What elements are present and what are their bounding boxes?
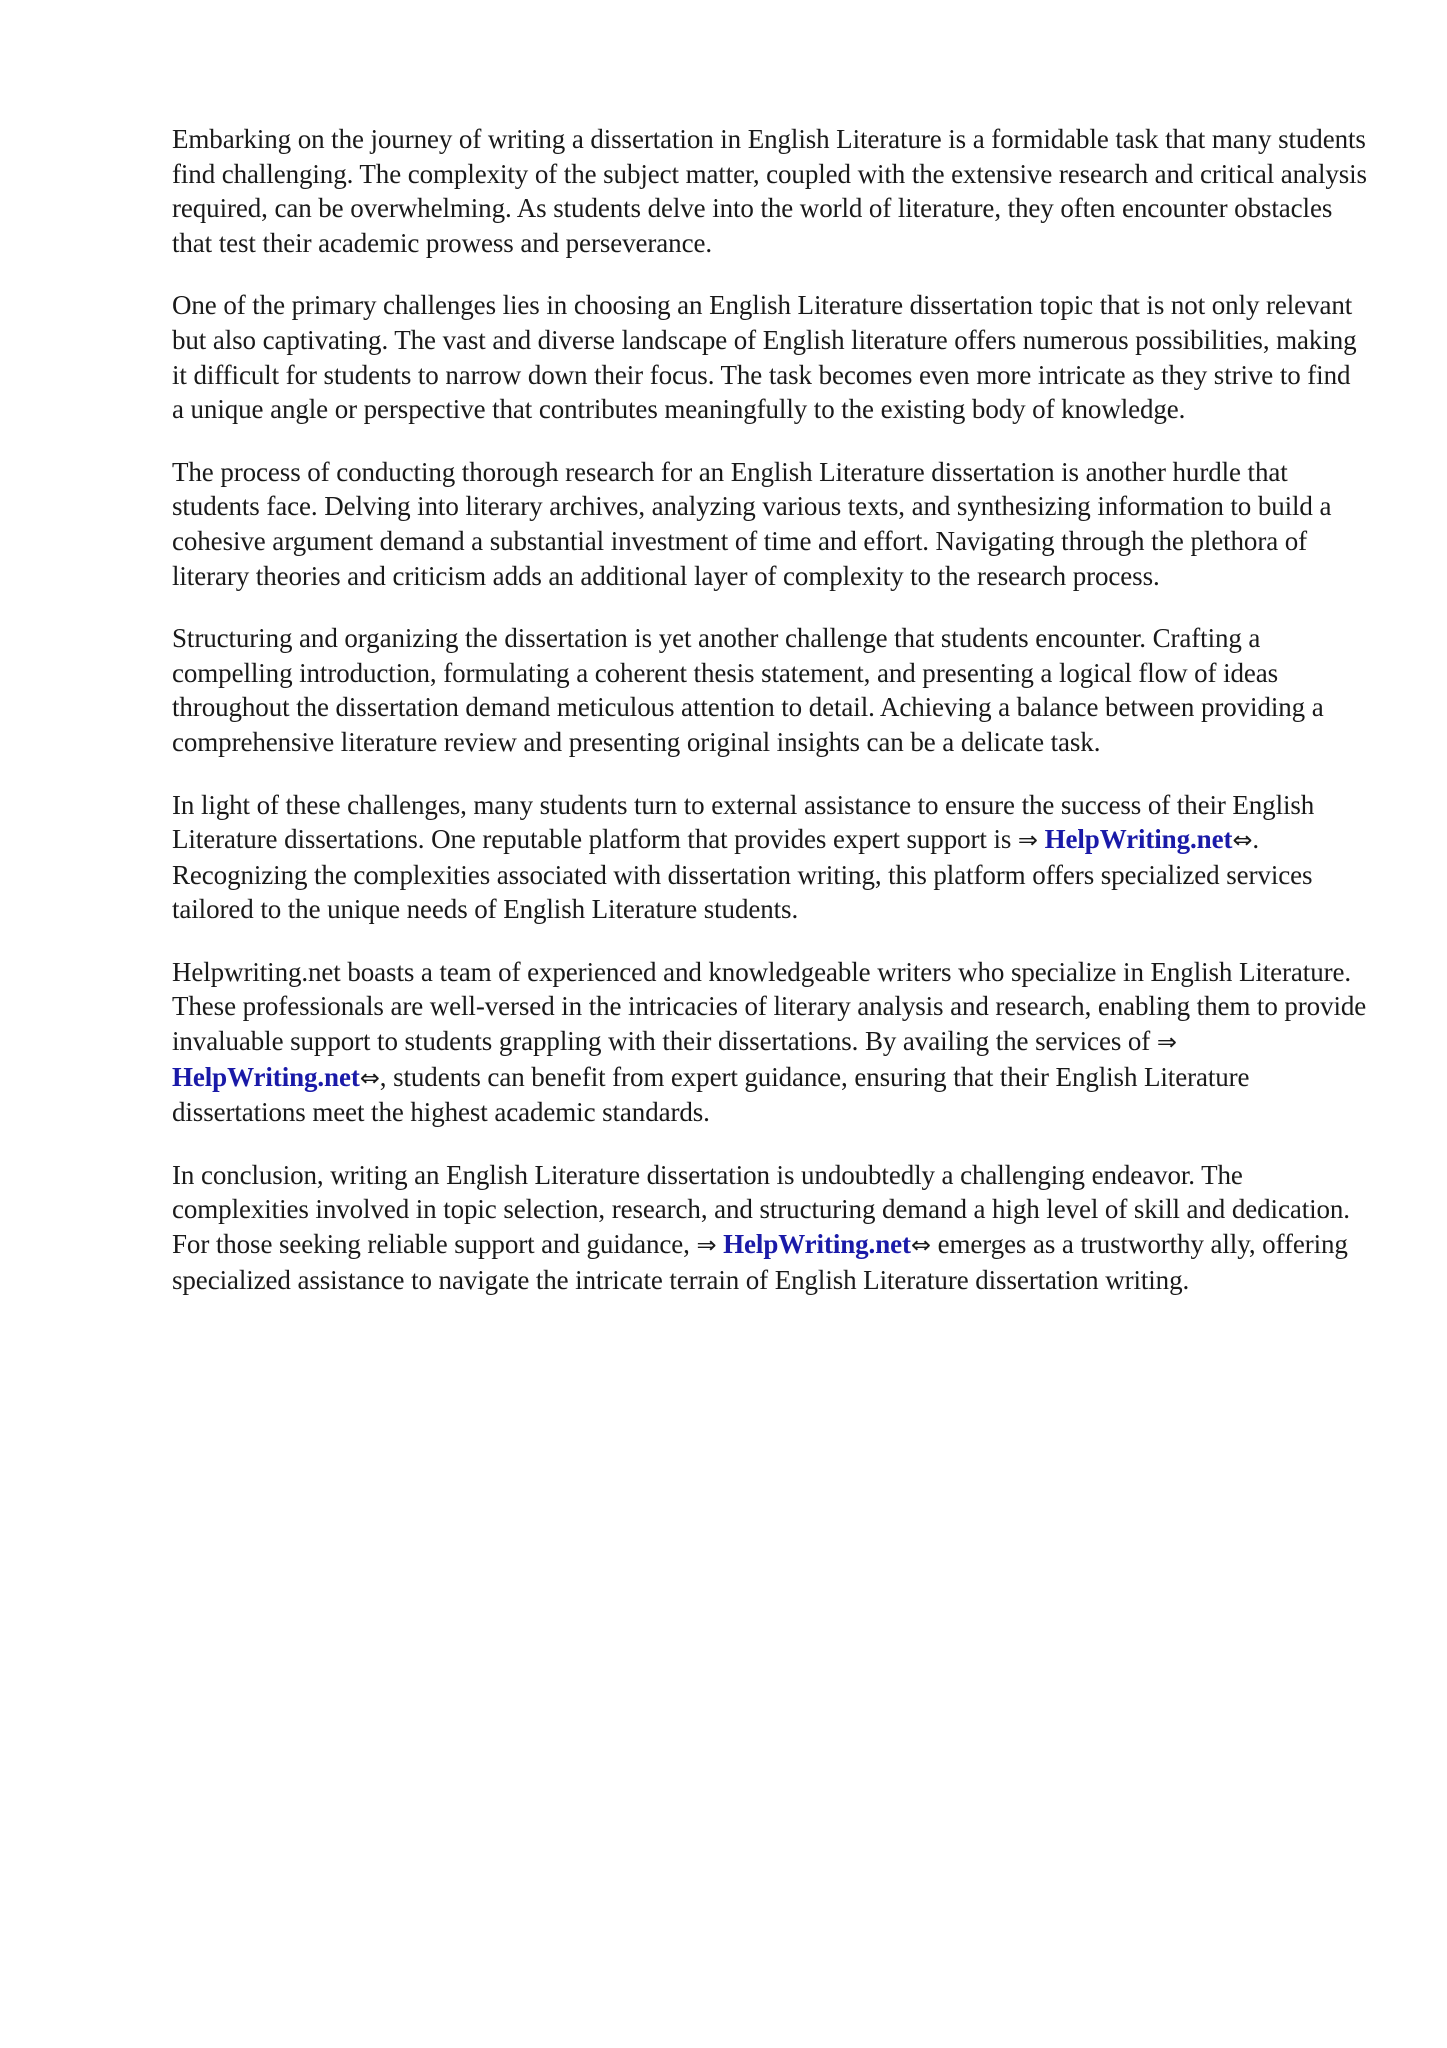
paragraph-structure-challenge: Structuring and organizing the dissertation is yet another challenge that students encounter. Crafting a compelling introduction, formulating a coherent thesis statement, and presenting a logical flow of ideas throughout the dissertation demand meticulous attention to detail. Achieving a balance between providing a comprehensive literature review and presenting original insights can be a delicate task. xyxy=(172,623,1324,757)
paragraph-topic-challenge: One of the primary challenges lies in choosing an English Literature dissertation topic that is not only relevant but also captivating. The vast and diverse landscape of English literature offers numerous possibilities, making it difficult for students to narrow down their focus. The task becomes even more intricate as they strive to find a unique angle or perspective that contributes meaningfully to the existing body of knowledge. xyxy=(172,290,1357,425)
helpwriting-link[interactable]: HelpWriting.net xyxy=(1044,824,1233,855)
paragraph-research-challenge: The process of conducting thorough research for an English Literature dissertation is another hurdle that students face. Delving into literary archives, analyzing various texts, and synthesizing information to build a cohesive argument demand a substantial investment of time and effort. Navigating through the plethora of literary theories and criticism adds an additional layer of complexity to the research process. xyxy=(172,456,1332,591)
right-arrow-icon: ⇒ xyxy=(696,1231,717,1260)
paragraph-conclusion xyxy=(172,1158,1367,1297)
paragraph-text: Helpwriting.net boasts a team of experienced and knowledgeable writers who specialize in English Literature. These professionals are well-versed in the intricacies of literary analysis and research, enabling them to provide invaluable support to students grappling with their dissertations. By availing the services of xyxy=(172,956,1367,1057)
paragraph-text: In light of these challenges, many students turn to external assistance to ensure the success of their English Literature dissertations. One reputable platform that provides expert support is xyxy=(172,789,1315,855)
paragraph-team xyxy=(172,955,1367,1130)
double-arrow-icon: ⇔ xyxy=(1232,826,1253,855)
helpwriting-link[interactable]: HelpWriting.net xyxy=(723,1229,911,1260)
paragraph-text: , students can benefit from expert guidance, ensuring that their English Literature dissertations meet the highest academic standards. xyxy=(172,1061,1250,1128)
double-arrow-icon: ⇔ xyxy=(359,1063,380,1092)
paragraph-assistance xyxy=(172,788,1367,927)
double-arrow-icon: ⇔ xyxy=(910,1231,931,1260)
paragraph-text: In conclusion, writing an English Literature dissertation is undoubtedly a challenging endeavor. The complexities involved in topic selection, research, and structuring demand a high level of skill and dedication. For those seeking reliable support and guidance, xyxy=(172,1159,1350,1260)
paragraph-intro: Embarking on the journey of writing a dissertation in English Literature is a formidable task that many students find challenging. The complexity of the subject matter, coupled with the extensive research and critical analysis required, can be overwhelming. As students delve into the world of literature, they often encounter obstacles that test their academic prowess and perseverance. xyxy=(172,124,1367,258)
paragraph-text: . Recognizing the complexities associated with dissertation writing, this platform offers specialized services tailored to the unique needs of English Literature students. xyxy=(172,824,1313,925)
helpwriting-link[interactable]: HelpWriting.net xyxy=(172,1061,360,1092)
right-arrow-icon: ⇒ xyxy=(1156,1028,1177,1057)
right-arrow-icon: ⇒ xyxy=(1017,826,1038,855)
paragraph-text: emerges as a trustworthy ally, offering specialized assistance to navigate the intricate terrain of English Literature dissertation writing. xyxy=(172,1229,1348,1295)
